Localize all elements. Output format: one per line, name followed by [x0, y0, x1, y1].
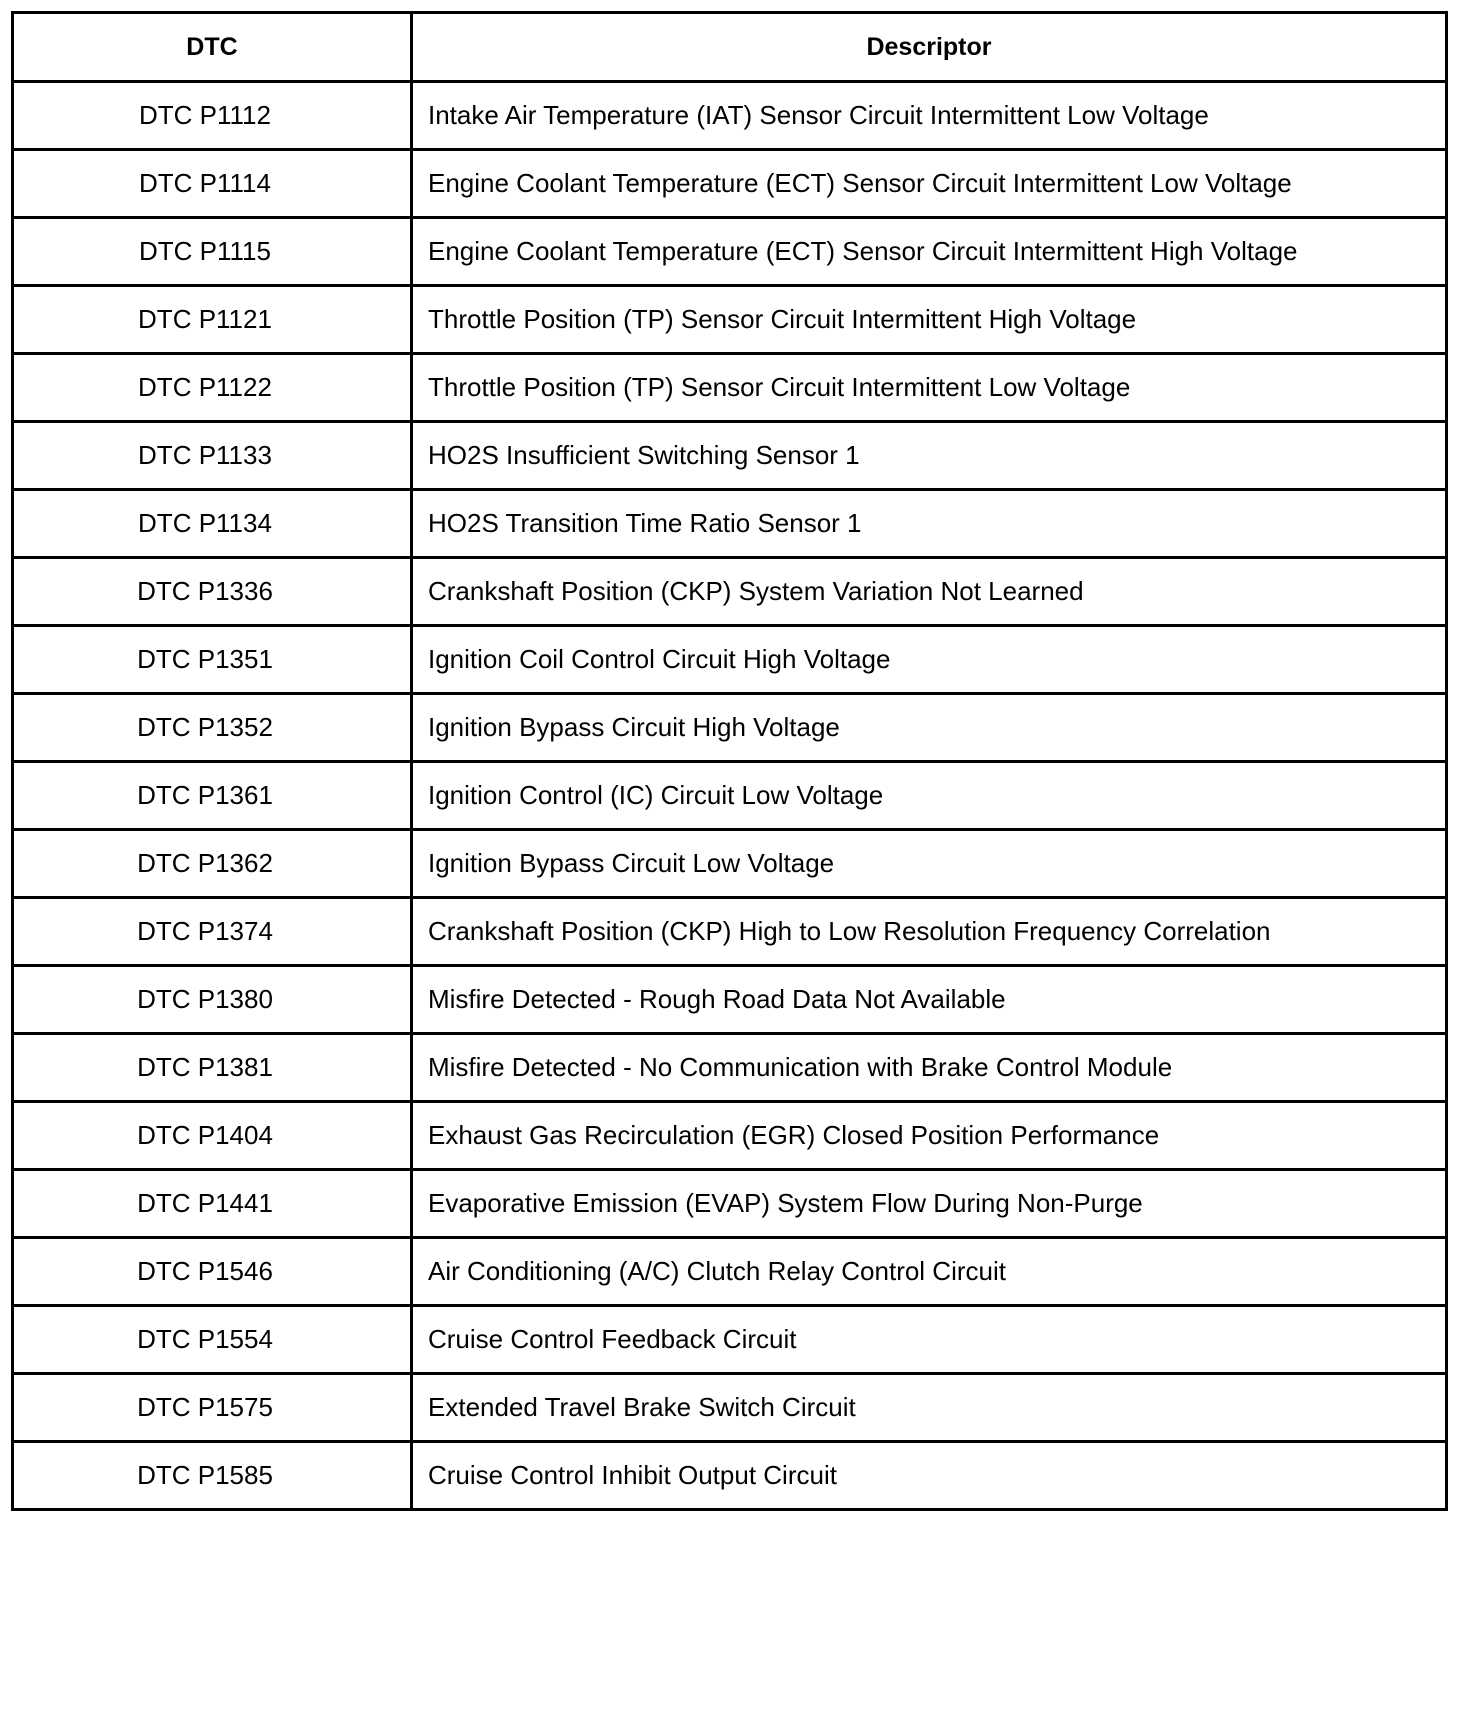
table-header [13, 13, 1447, 82]
dtc-code-cell: DTC P1404 [13, 1102, 412, 1170]
table-row [13, 490, 1447, 558]
table-row [13, 150, 1447, 218]
table-row [13, 354, 1447, 422]
dtc-descriptor-cell: Cruise Control Feedback Circuit [412, 1306, 1447, 1374]
dtc-descriptor-cell: Intake Air Temperature (IAT) Sensor Circuit Intermittent Low Voltage [412, 82, 1447, 150]
table-row [13, 558, 1447, 626]
table-row [13, 762, 1447, 830]
dtc-column-header: DTC [13, 13, 412, 82]
dtc-code-cell: DTC P1381 [13, 1034, 412, 1102]
dtc-descriptor-cell: Ignition Coil Control Circuit High Voltage [412, 626, 1447, 694]
dtc-code-cell: DTC P1121 [13, 286, 412, 354]
table-row [13, 694, 1447, 762]
dtc-descriptor-cell: Crankshaft Position (CKP) System Variation Not Learned [412, 558, 1447, 626]
dtc-code-cell: DTC P1133 [13, 422, 412, 490]
table-row [13, 218, 1447, 286]
dtc-code-cell: DTC P1352 [13, 694, 412, 762]
table-row [13, 1102, 1447, 1170]
dtc-descriptor-cell: Misfire Detected - No Communication with Brake Control Module [412, 1034, 1447, 1102]
dtc-descriptor-cell: Throttle Position (TP) Sensor Circuit Intermittent High Voltage [412, 286, 1447, 354]
dtc-code-cell: DTC P1546 [13, 1238, 412, 1306]
dtc-code-cell: DTC P1336 [13, 558, 412, 626]
dtc-code-cell: DTC P1361 [13, 762, 412, 830]
table-row [13, 1374, 1447, 1442]
dtc-descriptor-cell: Cruise Control Inhibit Output Circuit [412, 1442, 1447, 1510]
dtc-code-cell: DTC P1134 [13, 490, 412, 558]
dtc-descriptor-cell: Misfire Detected - Rough Road Data Not Available [412, 966, 1447, 1034]
dtc-code-cell: DTC P1380 [13, 966, 412, 1034]
dtc-table [11, 11, 1448, 1511]
dtc-code-cell: DTC P1114 [13, 150, 412, 218]
dtc-descriptor-cell: Ignition Bypass Circuit Low Voltage [412, 830, 1447, 898]
table-body [13, 82, 1447, 1510]
table-row [13, 1442, 1447, 1510]
dtc-code-cell: DTC P1374 [13, 898, 412, 966]
dtc-code-cell: DTC P1575 [13, 1374, 412, 1442]
table-row [13, 1170, 1447, 1238]
dtc-descriptor-cell: Throttle Position (TP) Sensor Circuit Intermittent Low Voltage [412, 354, 1447, 422]
dtc-descriptor-cell: Engine Coolant Temperature (ECT) Sensor Circuit Intermittent High Voltage [412, 218, 1447, 286]
dtc-descriptor-cell: Engine Coolant Temperature (ECT) Sensor Circuit Intermittent Low Voltage [412, 150, 1447, 218]
dtc-code-cell: DTC P1554 [13, 1306, 412, 1374]
table-row [13, 830, 1447, 898]
dtc-code-cell: DTC P1362 [13, 830, 412, 898]
dtc-code-cell: DTC P1112 [13, 82, 412, 150]
dtc-descriptor-cell: HO2S Insufficient Switching Sensor 1 [412, 422, 1447, 490]
dtc-descriptor-cell: Exhaust Gas Recirculation (EGR) Closed Position Performance [412, 1102, 1447, 1170]
table-row [13, 82, 1447, 150]
table-row [13, 1306, 1447, 1374]
table-row [13, 898, 1447, 966]
table-row [13, 1238, 1447, 1306]
dtc-code-cell: DTC P1585 [13, 1442, 412, 1510]
dtc-descriptor-cell: Air Conditioning (A/C) Clutch Relay Control Circuit [412, 1238, 1447, 1306]
dtc-code-cell: DTC P1441 [13, 1170, 412, 1238]
dtc-code-cell: DTC P1115 [13, 218, 412, 286]
dtc-descriptor-cell: Ignition Bypass Circuit High Voltage [412, 694, 1447, 762]
table-row [13, 286, 1447, 354]
dtc-code-cell: DTC P1122 [13, 354, 412, 422]
table-row [13, 422, 1447, 490]
table-row [13, 966, 1447, 1034]
header-row [13, 13, 1447, 82]
dtc-descriptor-cell: Evaporative Emission (EVAP) System Flow During Non-Purge [412, 1170, 1447, 1238]
dtc-descriptor-cell: Extended Travel Brake Switch Circuit [412, 1374, 1447, 1442]
dtc-descriptor-cell: Ignition Control (IC) Circuit Low Voltage [412, 762, 1447, 830]
dtc-code-cell: DTC P1351 [13, 626, 412, 694]
dtc-descriptor-cell: HO2S Transition Time Ratio Sensor 1 [412, 490, 1447, 558]
table-row [13, 1034, 1447, 1102]
dtc-descriptor-cell: Crankshaft Position (CKP) High to Low Resolution Frequency Correlation [412, 898, 1447, 966]
table-row [13, 626, 1447, 694]
descriptor-column-header: Descriptor [412, 13, 1447, 82]
